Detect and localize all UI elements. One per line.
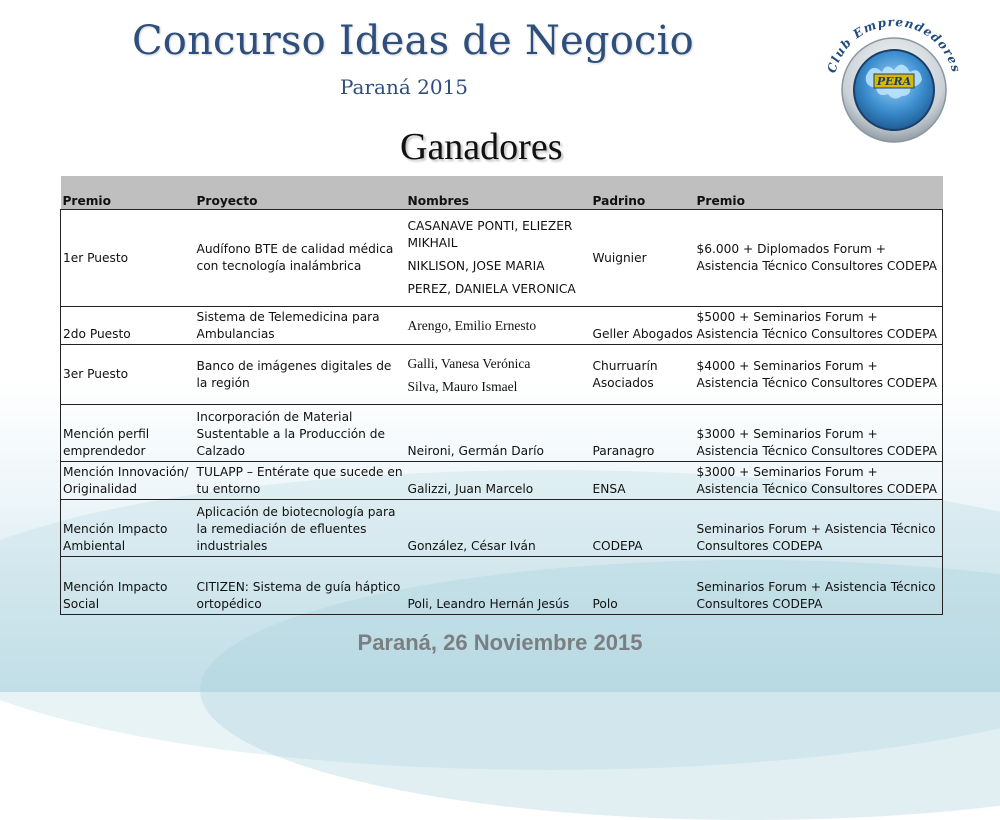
cell-proyecto: Aplicación de biotecnología para la remediación de efluentes industriales xyxy=(195,500,406,557)
winner-name: Silva, Mauro Ismael xyxy=(407,378,518,394)
table-row xyxy=(61,345,943,405)
winner-name: NIKLISON, JOSE MARIA xyxy=(407,259,545,273)
cell-premio-detalle: Seminarios Forum + Asistencia Técnico Consultores CODEPA xyxy=(695,557,943,615)
cell-nombres: González, César Iván xyxy=(406,500,591,557)
cell-premio: Mención Innovación/ Originalidad xyxy=(61,462,195,500)
column-header-premio-detalle: Premio xyxy=(695,176,943,210)
cell-nombres xyxy=(406,210,591,307)
cell-premio-detalle: $4000 + Seminarios Forum + Asistencia Técnico Consultores CODEPA xyxy=(695,345,943,405)
page-title: Concurso Ideas de Negocio xyxy=(132,18,694,64)
cell-premio: Mención Impacto Ambiental xyxy=(61,500,195,557)
cell-padrino: Wuignier xyxy=(591,210,695,307)
table-row xyxy=(61,557,943,615)
cell-proyecto: Incorporación de Material Sustentable a la Producción de Calzado xyxy=(195,405,406,462)
cell-padrino: Churruarín Asociados xyxy=(591,345,695,405)
section-title: Ganadores xyxy=(400,126,563,168)
table-row xyxy=(61,462,943,500)
cell-nombres xyxy=(406,345,591,405)
cell-nombres: Arengo, Emilio Ernesto xyxy=(406,307,591,345)
winners-table xyxy=(60,176,943,615)
cell-premio-detalle: $6.000 + Diplomados Forum + Asistencia Técnico Consultores CODEPA xyxy=(695,210,943,307)
cell-premio: Mención perfil emprendedor xyxy=(61,405,195,462)
cell-premio-detalle: Seminarios Forum + Asistencia Técnico Consultores CODEPA xyxy=(695,500,943,557)
cell-proyecto: Audífono BTE de calidad médica con tecnología inalámbrica xyxy=(195,210,406,307)
club-emprendedores-logo xyxy=(808,4,980,164)
cell-nombres: Galizzi, Juan Marcelo xyxy=(406,462,591,500)
winner-name: Galli, Vanesa Verónica xyxy=(407,355,531,371)
column-header-padrino: Padrino xyxy=(591,176,695,210)
logo-ring-text: Club Emprendedores xyxy=(824,14,964,75)
cell-nombres: Neironi, Germán Darío xyxy=(406,405,591,462)
logo-center-text: PERA xyxy=(876,75,912,88)
cell-padrino: Geller Abogados xyxy=(591,307,695,345)
table-header-row xyxy=(61,176,943,210)
winner-name: PEREZ, DANIELA VERONICA xyxy=(407,282,576,296)
page-subtitle: Paraná 2015 xyxy=(340,75,469,99)
table-row xyxy=(61,405,943,462)
cell-nombres: Poli, Leandro Hernán Jesús xyxy=(406,557,591,615)
cell-premio: 2do Puesto xyxy=(61,307,195,345)
column-header-premio: Premio xyxy=(61,176,195,210)
cell-padrino: ENSA xyxy=(591,462,695,500)
cell-padrino: Paranagro xyxy=(591,405,695,462)
cell-padrino: CODEPA xyxy=(591,500,695,557)
cell-premio-detalle: $3000 + Seminarios Forum + Asistencia Técnico Consultores CODEPA xyxy=(695,405,943,462)
cell-proyecto: Sistema de Telemedicina para Ambulancias xyxy=(195,307,406,345)
winner-name: CASANAVE PONTI, ELIEZER MIKHAIL xyxy=(407,219,573,250)
cell-proyecto: CITIZEN: Sistema de guía háptico ortopédico xyxy=(195,557,406,615)
table-row xyxy=(61,307,943,345)
cell-proyecto: TULAPP – Entérate que sucede en tu entorno xyxy=(195,462,406,500)
table-row xyxy=(61,210,943,307)
cell-premio: Mención Impacto Social xyxy=(61,557,195,615)
cell-premio-detalle: $3000 + Seminarios Forum + Asistencia Técnico Consultores CODEPA xyxy=(695,462,943,500)
cell-premio: 3er Puesto xyxy=(61,345,195,405)
cell-proyecto: Banco de imágenes digitales de la región xyxy=(195,345,406,405)
cell-premio: 1er Puesto xyxy=(61,210,195,307)
cell-padrino: Polo xyxy=(591,557,695,615)
column-header-nombres: Nombres xyxy=(406,176,591,210)
cell-premio-detalle: $5000 + Seminarios Forum + Asistencia Técnico Consultores CODEPA xyxy=(695,307,943,345)
table-row xyxy=(61,500,943,557)
column-header-proyecto: Proyecto xyxy=(195,176,406,210)
footer-date: Paraná, 26 Noviembre 2015 xyxy=(357,630,643,655)
